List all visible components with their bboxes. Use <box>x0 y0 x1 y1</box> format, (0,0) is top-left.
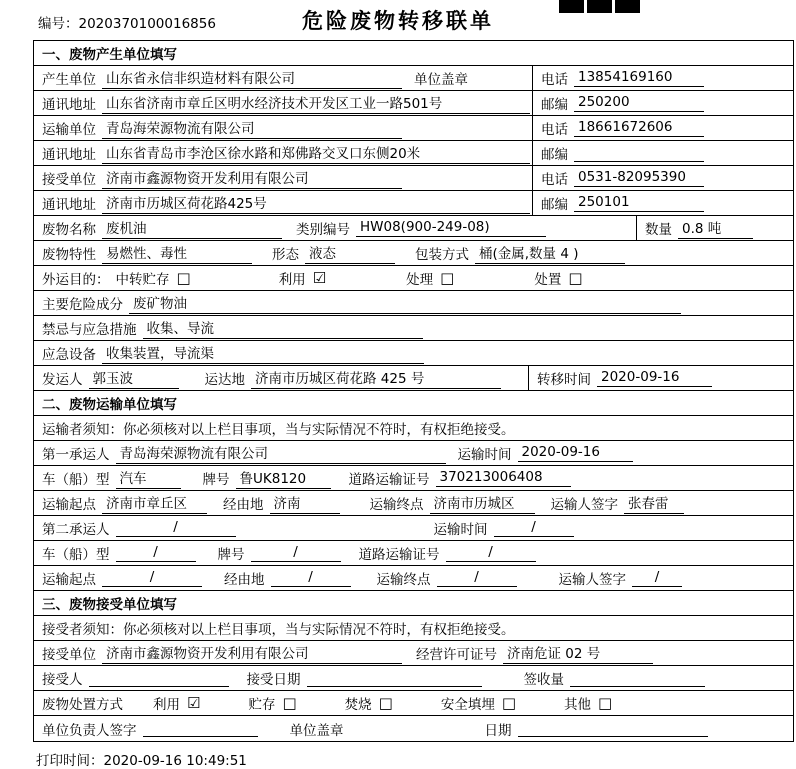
first-carrier-label: 第一承运人 <box>42 447 110 463</box>
disposal-option-store <box>248 693 296 713</box>
first-terminal-value: 济南市历城区 <box>430 492 535 514</box>
disposal-option-label: 其他 <box>564 697 592 713</box>
received-qty-label: 签收量 <box>523 672 564 688</box>
producer-address-value: 山东省济南市章丘区明水经济技术开发区工业一路501号 <box>102 92 530 114</box>
producer-unit-label: 产生单位 <box>42 72 96 88</box>
transfer-time-label: 转移时间 <box>537 372 591 388</box>
receiver-phone-label: 电话 <box>541 172 568 188</box>
receive-date-value <box>307 670 482 687</box>
disposal-method-label: 废物处置方式 <box>42 697 123 713</box>
receiver-address-label: 通讯地址 <box>42 197 96 213</box>
receiver-zip-cell <box>532 191 788 215</box>
quantity-cell <box>636 216 788 240</box>
purpose-option-label: 中转贮存 <box>115 272 170 288</box>
transfer-time-value: 2020-09-16 <box>597 369 712 387</box>
disposal-option-label: 贮存 <box>248 697 276 713</box>
redaction-block <box>615 0 640 13</box>
purpose-option-label: 处置 <box>534 272 562 288</box>
hazard-components-label: 主要危险成分 <box>42 297 123 313</box>
purpose-option-treat <box>406 268 454 288</box>
redaction-block <box>587 0 612 13</box>
sender-value: 郭玉波 <box>89 367 179 389</box>
sign-date-label: 日期 <box>484 722 512 739</box>
producer-zip-value: 250200 <box>574 94 704 112</box>
checkbox-transfer-storage: □ <box>176 268 191 287</box>
second-carrier-label: 第二承运人 <box>42 522 110 538</box>
first-signer-value: 张春雷 <box>624 492 684 514</box>
transporter-unit-value: 青岛海荣源物流有限公司 <box>102 117 402 139</box>
row-emergency-equipment <box>34 341 793 366</box>
transporter-zip-value <box>574 145 704 162</box>
receive-person-value <box>89 670 229 687</box>
route-via-label: 经由地 <box>223 497 264 513</box>
waste-form-value: 液态 <box>305 242 395 264</box>
receiver-zip-value: 250101 <box>574 194 704 212</box>
transporter-phone-value: 18661672606 <box>574 119 704 137</box>
producer-phone-value: 13854169160 <box>574 69 704 87</box>
row-producer-unit <box>34 66 793 91</box>
category-label: 类别编号 <box>296 222 350 238</box>
first-transport-time-value: 2020-09-16 <box>518 444 633 462</box>
second-via-value: / <box>271 569 351 587</box>
row-second-vehicle <box>34 541 793 566</box>
row-hazard-components <box>34 291 793 316</box>
route-origin-label: 运输起点 <box>42 572 96 588</box>
section-2-title: 二、废物运输单位填写 <box>42 397 177 413</box>
waste-character-label: 废物特性 <box>42 247 96 263</box>
transporter-sign-label: 运输人签字 <box>558 572 626 588</box>
waste-form-label: 形态 <box>272 247 299 263</box>
producer-phone-label: 电话 <box>541 72 568 88</box>
receiver-address-cell <box>42 191 532 215</box>
emergency-measures-label: 禁忌与应急措施 <box>42 322 137 338</box>
second-road-permit-value: / <box>446 544 536 562</box>
producer-unit-value: 山东省永信非织造材料有限公司 <box>102 67 402 89</box>
section-1-title: 一、废物产生单位填写 <box>42 47 177 63</box>
receiver-unit-cell <box>42 166 532 190</box>
plate-label: 牌号 <box>202 472 230 488</box>
transfer-time-cell <box>528 366 788 390</box>
second-signer-value: / <box>632 569 682 587</box>
transporter-unit-label: 运输单位 <box>42 122 96 138</box>
transport-time-label: 运输时间 <box>433 522 488 538</box>
vehicle-type-label: 车（船）型 <box>42 472 110 488</box>
row-disposal-method <box>34 691 793 716</box>
receive-seal-label: 单位盖章 <box>289 722 344 739</box>
receive-notice-text: 接受者须知：你必须核对以上栏目事项，当与实际情况不符时，有权拒绝接受。 <box>42 622 515 638</box>
head-signature-value <box>143 720 258 737</box>
print-time <box>36 749 247 769</box>
second-terminal-value: / <box>437 569 517 587</box>
receive-person-label: 接受人 <box>42 672 83 688</box>
section-3-header <box>34 591 793 616</box>
hazard-components-value: 废矿物油 <box>129 292 681 314</box>
purpose-option-utilize <box>279 268 326 288</box>
redacted-stamp <box>559 0 640 13</box>
first-carrier-value: 青岛海荣源物流有限公司 <box>116 442 446 464</box>
receiver-address-value: 济南市历城区荷花路425号 <box>102 192 530 214</box>
row-receive-notice <box>34 616 793 641</box>
disposal-option-landfill <box>441 693 516 713</box>
first-origin-value: 济南市章丘区 <box>102 492 207 514</box>
receiver-zip-label: 邮编 <box>541 197 568 213</box>
road-permit-label: 道路运输证号 <box>348 472 430 488</box>
row-first-carrier <box>34 441 793 466</box>
second-origin-value: / <box>102 569 202 587</box>
quantity-value: 0.8 吨 <box>678 217 753 239</box>
producer-address-label: 通讯地址 <box>42 97 96 113</box>
first-via-value: 济南 <box>270 492 340 514</box>
section-1-header <box>34 41 793 66</box>
destination-value: 济南市历城区荷花路 425 号 <box>251 367 501 389</box>
checkbox-disposal-utilize: ☑ <box>187 693 201 712</box>
row-first-route <box>34 491 793 516</box>
row-receive-unit <box>34 641 793 666</box>
purpose-option-label: 利用 <box>278 272 306 288</box>
first-vehicle-type-value: 汽车 <box>116 467 181 489</box>
transport-time-label: 运输时间 <box>457 447 512 463</box>
row-sender <box>34 366 793 391</box>
second-transport-time-value: / <box>494 519 574 537</box>
transporter-phone-cell <box>532 116 788 140</box>
serial-value: 2020370100016856 <box>78 16 216 32</box>
quantity-label: 数量 <box>645 222 672 238</box>
row-transporter-address <box>34 141 793 166</box>
producer-phone-cell <box>532 66 788 90</box>
row-emergency-measures <box>34 316 793 341</box>
receive-unit-label: 接受单位 <box>42 647 96 663</box>
receiver-unit-value: 济南市鑫源物资开发利用有限公司 <box>102 167 402 189</box>
disposal-option-other <box>564 693 612 713</box>
disposal-option-utilize <box>153 693 200 713</box>
receiver-phone-value: 0531-82095390 <box>574 169 704 187</box>
row-second-route <box>34 566 793 591</box>
row-transport-notice <box>34 416 793 441</box>
second-carrier-value: / <box>116 519 236 537</box>
purpose-option-transfer-storage <box>116 268 191 288</box>
manifest-form <box>33 40 794 742</box>
section-2-header <box>34 391 793 416</box>
vehicle-type-label: 车（船）型 <box>42 547 110 563</box>
row-second-carrier <box>34 516 793 541</box>
transporter-phone-label: 电话 <box>541 122 568 138</box>
transporter-address-cell <box>42 141 532 165</box>
waste-name-value: 废机油 <box>102 217 282 239</box>
page-title: 危险废物转移联单 <box>302 9 494 33</box>
print-time-value: 2020-09-16 10:49:51 <box>103 753 247 769</box>
transporter-sign-label: 运输人签字 <box>550 497 618 513</box>
row-transporter-unit <box>34 116 793 141</box>
sender-cell <box>42 366 528 390</box>
waste-name-label: 废物名称 <box>42 222 96 238</box>
emergency-equipment-label: 应急设备 <box>42 347 96 363</box>
serial-label: 编号： <box>38 16 79 32</box>
transporter-address-value: 山东省青岛市李沧区徐水路和郑佛路交叉口东侧20米 <box>102 142 530 164</box>
head-signature-label: 单位负责人签字 <box>42 722 137 739</box>
destination-label: 运达地 <box>204 372 245 388</box>
receiver-unit-label: 接受单位 <box>42 172 96 188</box>
route-terminal-label: 运输终点 <box>376 572 431 588</box>
second-vehicle-type-value: / <box>116 544 196 562</box>
unit-seal-label: 单位盖章 <box>414 72 468 88</box>
row-receiver-unit <box>34 166 793 191</box>
print-time-label: 打印时间： <box>36 753 104 769</box>
receive-date-label: 接受日期 <box>246 672 301 688</box>
receiver-phone-cell <box>532 166 788 190</box>
waste-character-value: 易燃性、毒性 <box>102 242 252 264</box>
route-origin-label: 运输起点 <box>42 497 96 513</box>
sender-label: 发运人 <box>42 372 83 388</box>
category-value: HW08(900-249-08) <box>356 219 546 237</box>
receive-unit-value: 济南市鑫源物资开发利用有限公司 <box>102 642 402 664</box>
first-plate-value: 鲁UK8120 <box>236 467 331 489</box>
disposal-option-label: 焚烧 <box>344 697 372 713</box>
packing-value: 桶(金属,数量 4 ) <box>475 242 625 264</box>
checkbox-disposal-store: □ <box>282 693 297 712</box>
checkbox-utilize: ☑ <box>312 268 327 287</box>
redaction-block <box>559 0 584 13</box>
plate-label: 牌号 <box>217 547 245 563</box>
checkbox-dispose: □ <box>568 268 583 287</box>
transporter-unit-cell <box>42 116 532 140</box>
second-plate-value: / <box>251 544 341 562</box>
purpose-option-label: 处理 <box>406 272 434 288</box>
checkbox-disposal-landfill: □ <box>501 693 517 712</box>
disposal-option-label: 利用 <box>153 697 180 713</box>
producer-address-cell <box>42 91 532 115</box>
business-permit-value: 济南危证 02 号 <box>503 642 653 664</box>
disposal-option-label: 安全填埋 <box>440 697 495 713</box>
row-producer-address <box>34 91 793 116</box>
first-road-permit-value: 370213006408 <box>436 469 571 487</box>
route-terminal-label: 运输终点 <box>369 497 424 513</box>
purpose-option-dispose <box>534 268 582 288</box>
row-transfer-purpose <box>34 266 793 291</box>
packing-label: 包装方式 <box>415 247 469 263</box>
producer-zip-cell <box>532 91 788 115</box>
business-permit-label: 经营许可证号 <box>416 647 497 663</box>
producer-unit-cell <box>42 66 532 90</box>
row-receive-person <box>34 666 793 691</box>
route-via-label: 经由地 <box>224 572 265 588</box>
row-waste-name <box>34 216 793 241</box>
road-permit-label: 道路运输证号 <box>358 547 440 563</box>
transporter-zip-cell <box>532 141 788 165</box>
transporter-address-label: 通讯地址 <box>42 147 96 163</box>
section-3-title: 三、废物接受单位填写 <box>42 597 177 613</box>
disposal-option-incinerate <box>345 693 393 713</box>
checkbox-disposal-other: □ <box>598 693 613 712</box>
received-qty-value <box>570 670 705 687</box>
waste-name-cell <box>42 216 636 240</box>
row-waste-character <box>34 241 793 266</box>
emergency-equipment-value: 收集装置，导流渠 <box>102 342 424 364</box>
row-first-vehicle <box>34 466 793 491</box>
transporter-zip-label: 邮编 <box>541 147 568 163</box>
transport-notice-text: 运输者须知：你必须核对以上栏目事项，当与实际情况不符时，有权拒绝接受。 <box>42 422 515 438</box>
sign-date-value <box>518 720 708 737</box>
checkbox-disposal-incinerate: □ <box>378 693 393 712</box>
row-head-signature <box>34 716 793 741</box>
emergency-measures-value: 收集、导流 <box>143 317 423 339</box>
producer-zip-label: 邮编 <box>541 97 568 113</box>
checkbox-treat: □ <box>440 268 455 287</box>
row-receiver-address <box>34 191 793 216</box>
transfer-purpose-label: 外运目的： <box>42 272 110 288</box>
